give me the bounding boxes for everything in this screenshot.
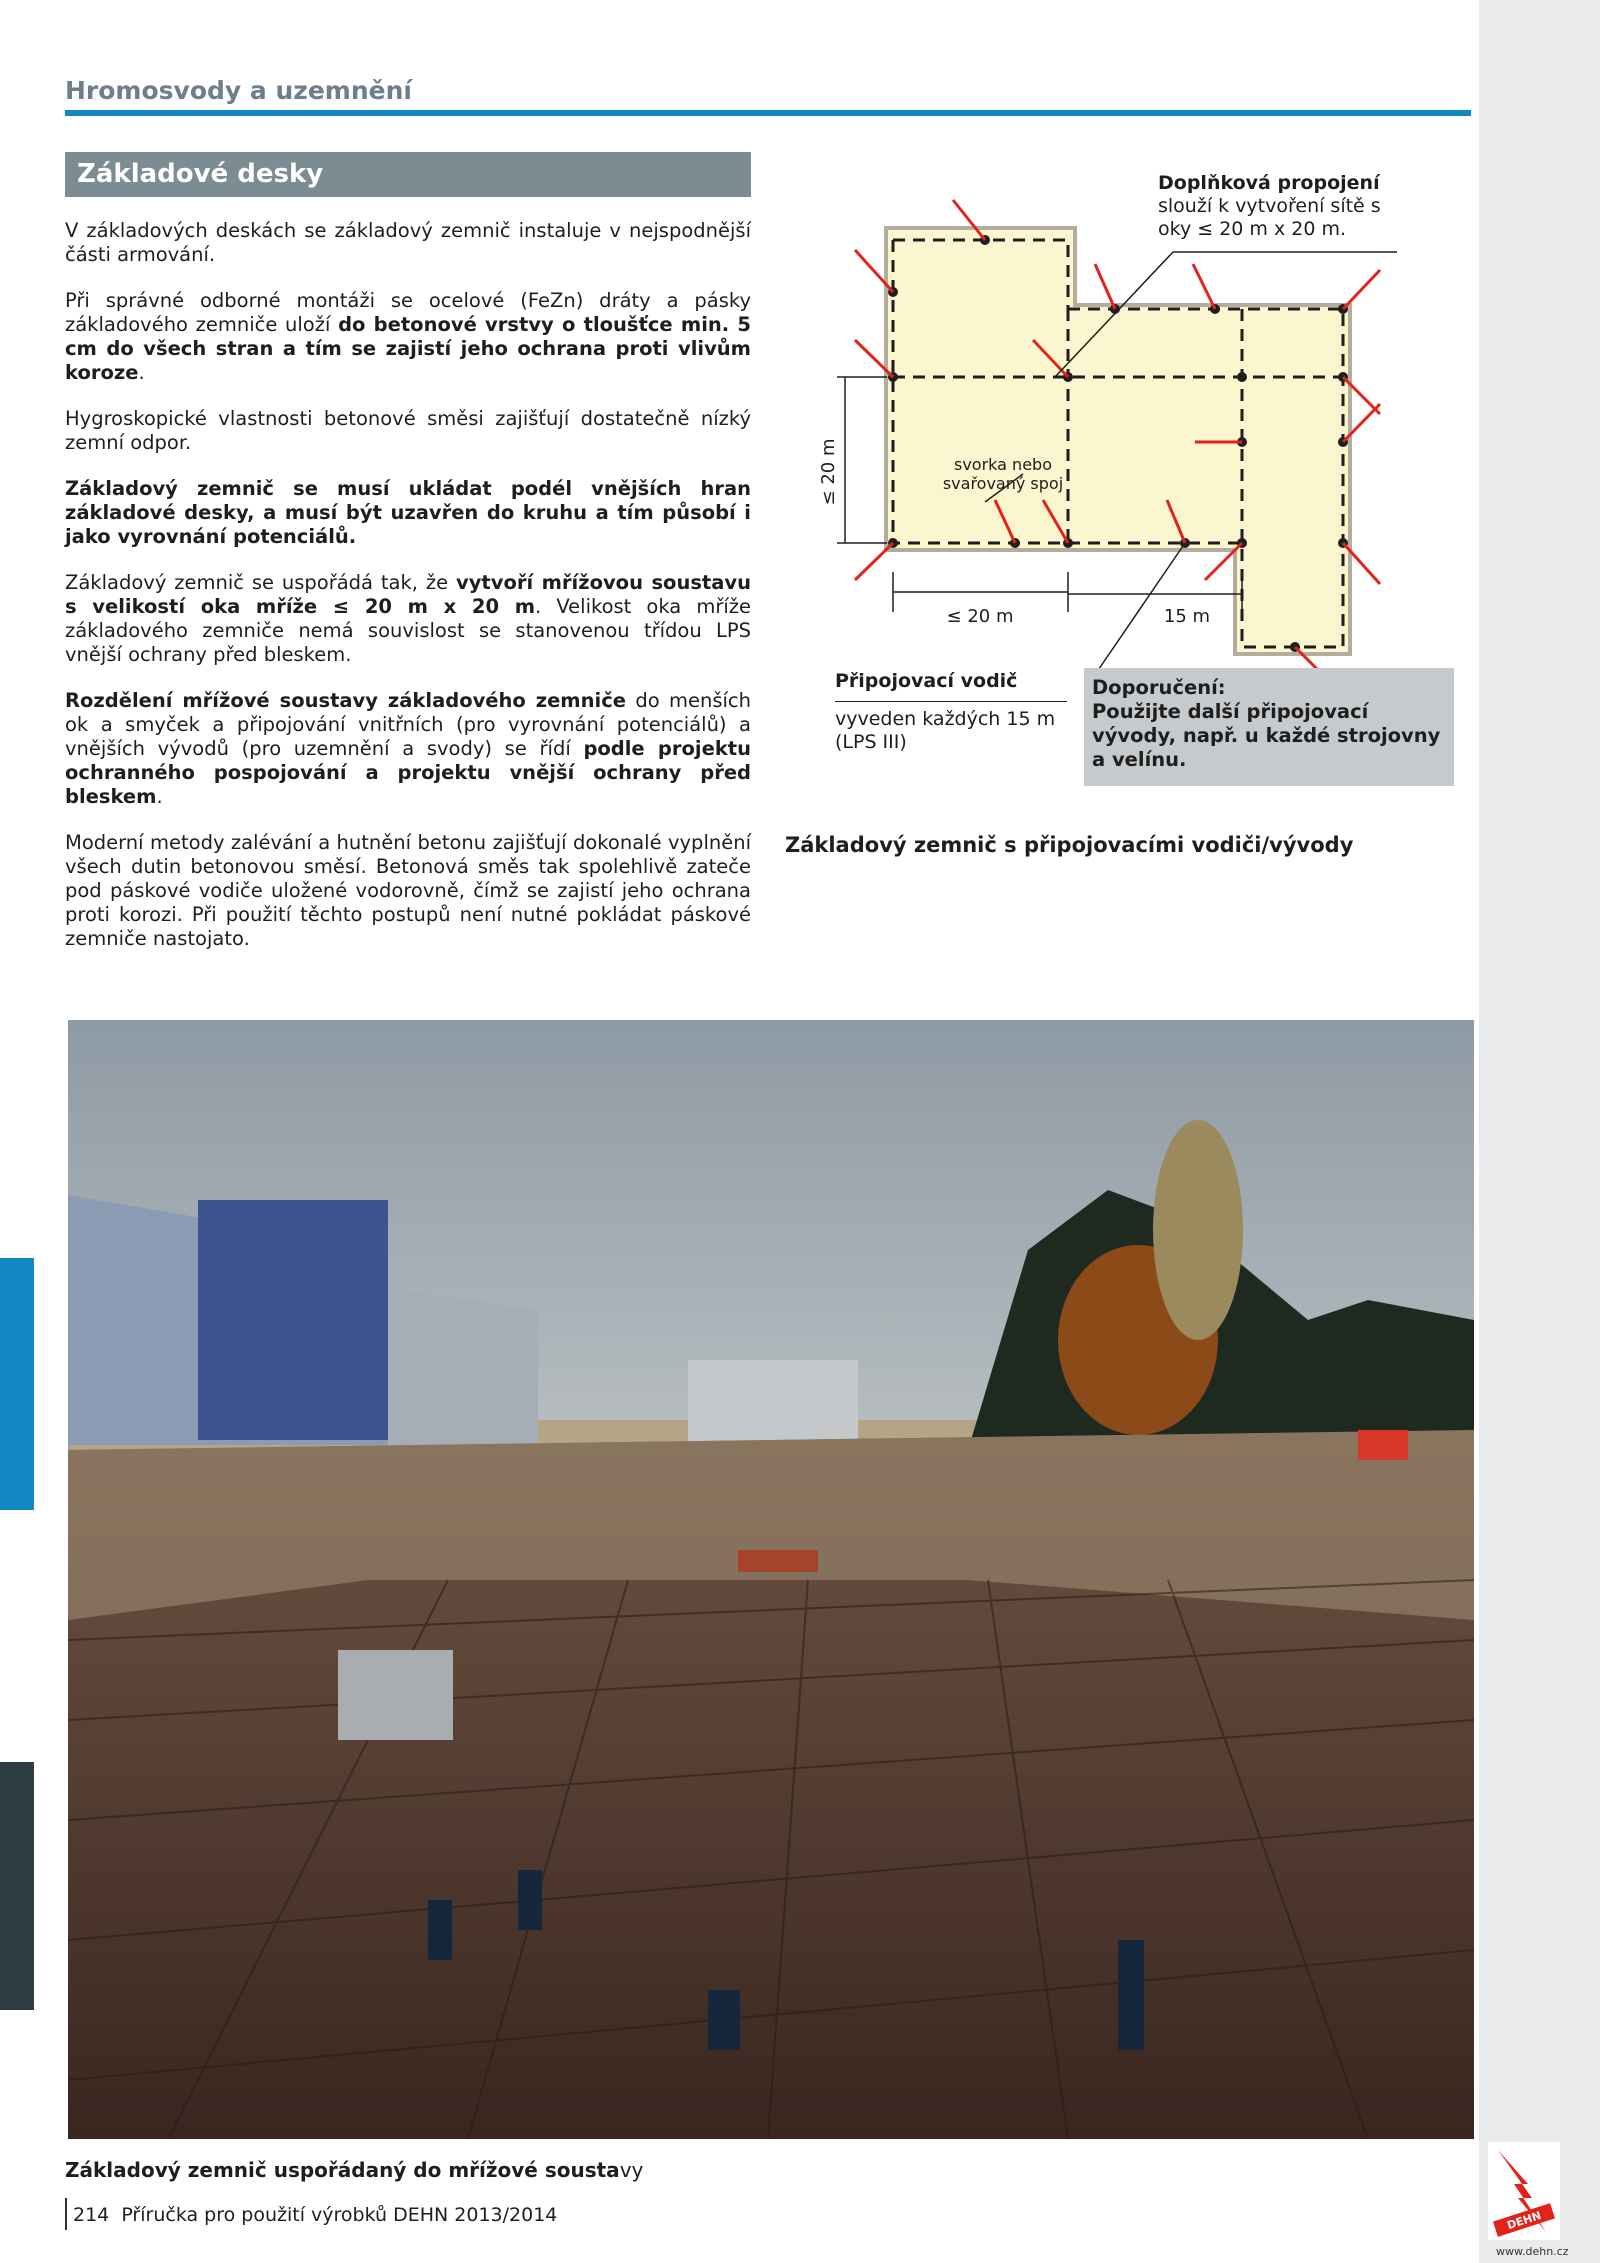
footer-title: Příručka pro použití výrobků DEHN 2013/2014 [121, 2204, 558, 2226]
paragraph-7: Moderní metody zalévání a hutnění betonu zajišťují dokonalé vyplnění všech dutin betonovou směsí. Betonová směs tak spolehlivě zateče pod páskové vodiče uložené vodorovně, čímž se zajistí jeho ochrana proti korozi. Při použití těchto postupů není nutné pokládat páskové zemniče nastojato. [65, 831, 751, 950]
conductor-rule [835, 701, 1067, 702]
conductor-title: Připojovací vodič [835, 670, 1018, 692]
photo-illustration [68, 1020, 1474, 2139]
header-rule [65, 110, 1471, 116]
recommendation-text: Použijte další připojovací vývody, např. u každé strojovny a velínu. [1092, 700, 1441, 771]
footer [73, 2204, 557, 2226]
recommendation-title: Doporučení: [1092, 676, 1226, 699]
conductor-text-1: vyveden každých 15 m [835, 708, 1056, 730]
dim-vertical-label: ≤ 20 m [818, 438, 839, 506]
clamp-label-2: svařovaný spoj [942, 474, 1064, 493]
foundation-slab [886, 228, 1350, 654]
construction-site-photo [68, 1020, 1474, 2139]
clamp-label-1: svorka nebo [954, 455, 1052, 474]
photo-caption: Základový zemnič uspořádaný do mřížové soustavy [65, 2158, 644, 2182]
paragraph-4: Základový zemnič se musí ukládat podél vnějších hran základové desky, a musí být uzavřen do kruhu a tím působí i jako vyrovnání potenciálů. [65, 477, 751, 548]
conductor-callout [835, 670, 1075, 754]
running-header: Hromosvody a uzemnění [65, 76, 412, 105]
margin-accent-blue [0, 1258, 34, 1510]
recommendation-box [1084, 668, 1454, 786]
section-title: Základové desky [65, 152, 751, 197]
paragraph-1: V základových deskách se základový zemnič instaluje v nejspodnější části armování. [65, 219, 751, 266]
dehn-logo [1488, 2142, 1560, 2240]
margin-accent-dark [0, 1762, 34, 2010]
body-text [65, 219, 751, 973]
dehn-logo-text: DEHN [1505, 2208, 1543, 2233]
dim-horizontal-label: ≤ 20 m [946, 606, 1014, 627]
paragraph-6: Rozdělení mřížové soustavy základového zemniče do menších ok a smyček a připojování vnitřních (pro vyrovnání potenciálů) a vnějších vývodů (pro uzemnění a svody) se řídí podle projektu ochranného pospojování a projektu vnější ochrany před bleskem. [65, 689, 751, 808]
additional-connections-callout [1158, 172, 1398, 241]
paragraph-3: Hygroskopické vlastnosti betonové směsi zajišťují dostatečně nízký zemní odpor. [65, 407, 751, 454]
page-number: 214 [73, 2204, 110, 2226]
footer-rule [65, 2198, 67, 2230]
additional-connections-title: Doplňková propojení [1158, 172, 1380, 194]
website-url: www.dehn.cz [1496, 2245, 1569, 2258]
figure-caption: Základový zemnič s připojovacími vodiči/vývody [785, 833, 1354, 857]
paragraph-2: Při správné odborné montáži se ocelové (FeZn) dráty a pásky základového zemniče uloží do betonové vrstvy o tloušťce min. 5 cm do všech stran a tím se zajistí jeho ochrana proti vlivům koroze. [65, 289, 751, 384]
dim-15-label: 15 m [1163, 606, 1211, 627]
conductor-text-2: (LPS III) [835, 731, 907, 753]
additional-connections-text: slouží k vytvoření sítě s oky ≤ 20 m x 20 m. [1158, 195, 1381, 240]
paragraph-5: Základový zemnič se uspořádá tak, že vytvoří mřížovou soustavu s velikostí oka mříže ≤ 20 m x 20 m. Velikost oka mříže základového zemniče nemá souvislost se stanovenou třídou LPS vnější ochrany před bleskem. [65, 571, 752, 666]
